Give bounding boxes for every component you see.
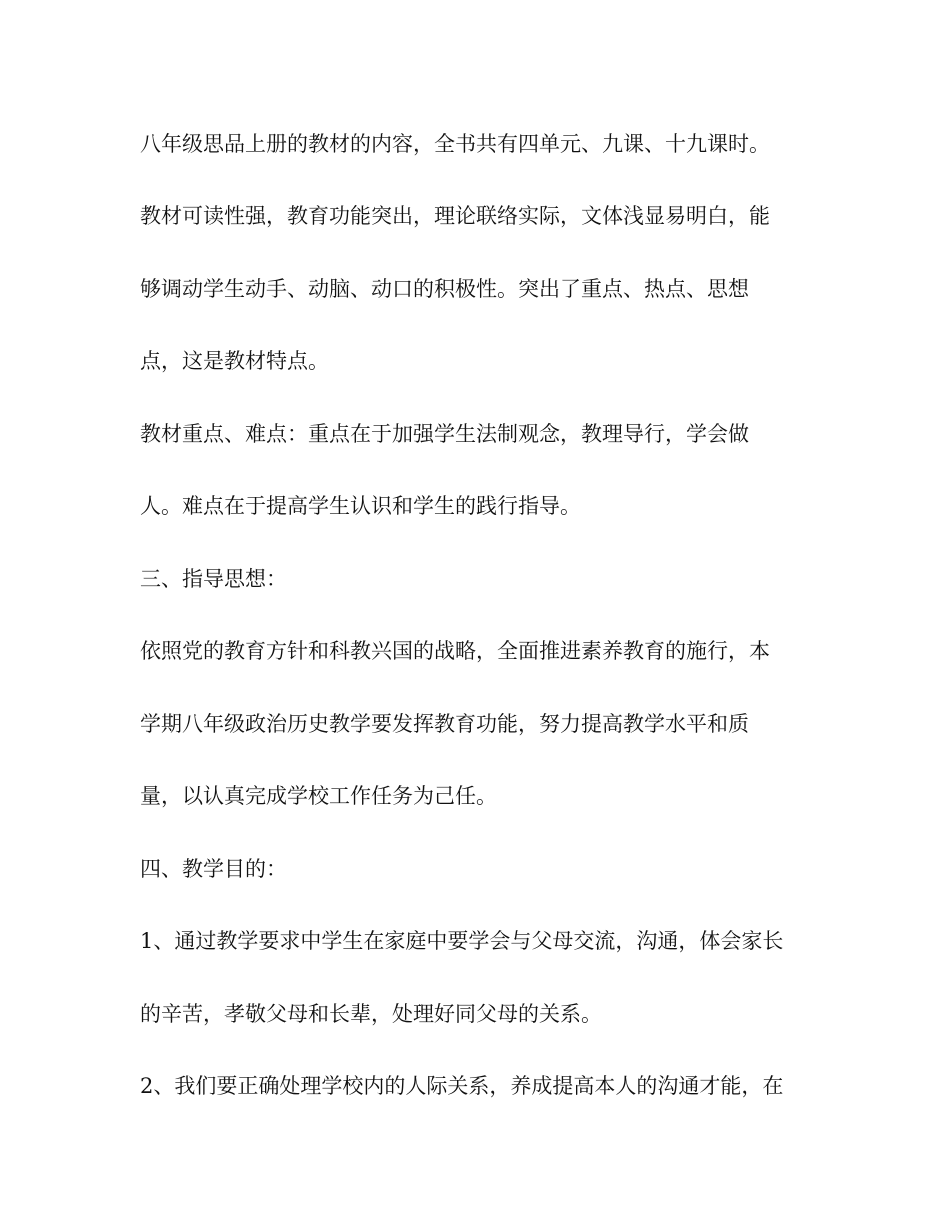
- text-line: 量，以认真完成学校工作任务为己任。: [140, 784, 497, 808]
- text-line: 2、我们要正确处理学校内的人际关系，养成提高本人的沟通才能，在: [140, 1074, 784, 1098]
- text-line: 点，这是教材特点。: [140, 349, 329, 373]
- text-line: 学期八年级政治历史教学要发挥教育功能，努力提高教学水平和质: [140, 712, 749, 736]
- text-line: 教材重点、难点：重点在于加强学生法制观念，教理导行，学会做: [140, 422, 749, 446]
- text-line: 八年级思品上册的教材的内容，全书共有四单元、九课、十九课时。: [140, 132, 770, 156]
- text-line: 1、通过教学要求中学生在家庭中要学会与父母交流，沟通，体会家长: [140, 929, 784, 953]
- section-heading: 三、指导思想：: [140, 567, 287, 591]
- text-line: 的辛苦，孝敬父母和长辈，处理好同父母的关系。: [140, 1002, 602, 1026]
- text-line: 教材可读性强，教育功能突出，理论联络实际，文体浅显易明白，能: [140, 204, 770, 228]
- text-line: 依照党的教育方针和科教兴国的战略，全面推进素养教育的施行，本: [140, 639, 770, 663]
- section-heading: 四、教学目的：: [140, 857, 287, 881]
- text-line: 够调动学生动手、动脑、动口的积极性。突出了重点、热点、思想: [140, 277, 749, 301]
- text-line: 人。难点在于提高学生认识和学生的践行指导。: [140, 494, 581, 518]
